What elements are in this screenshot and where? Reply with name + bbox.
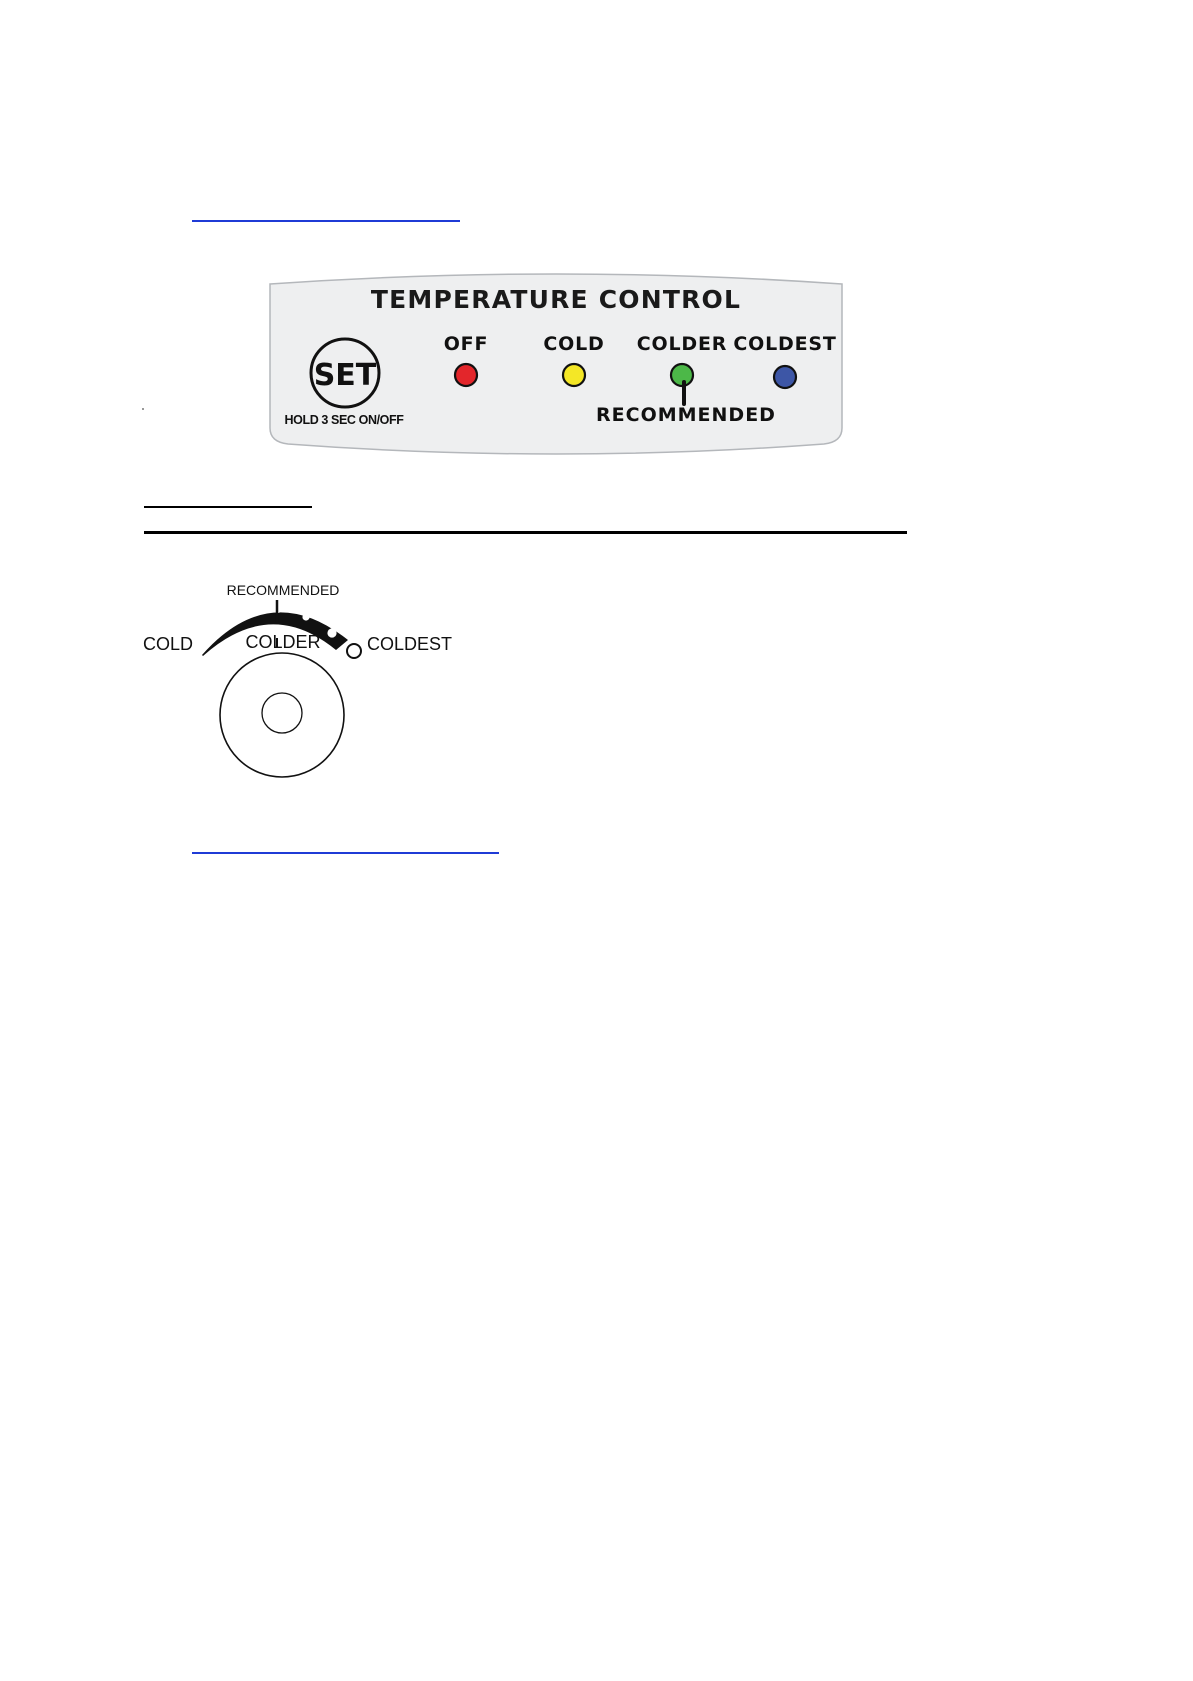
section-divider <box>144 531 907 534</box>
set-button-label: SET <box>313 358 377 393</box>
link-top[interactable] <box>192 220 460 222</box>
recommended-label: RECOMMENDED <box>596 404 776 426</box>
indicator-label: COLDER <box>636 333 728 355</box>
link-bottom[interactable] <box>192 852 499 854</box>
dial-recommended-label: RECOMMENDED <box>226 582 340 598</box>
indicator-label: COLD <box>543 333 605 355</box>
indicator-light <box>455 364 477 386</box>
panel-title: TEMPERATURE CONTROL <box>370 285 742 314</box>
indicator-light <box>774 366 796 388</box>
dial-knob[interactable] <box>220 653 344 777</box>
temperature-control-panel <box>264 270 848 456</box>
temperature-dial-illustration <box>140 578 460 780</box>
dial-cold-label: COLD <box>143 634 194 654</box>
dial-colder-label: COLDER <box>245 632 321 652</box>
indicator-light <box>563 364 585 386</box>
indicator-label: COLDEST <box>733 333 837 355</box>
stray-dot <box>142 408 144 410</box>
indicator-label: OFF <box>443 333 489 355</box>
dial-coldest-label: COLDEST <box>367 634 453 654</box>
set-button[interactable] <box>311 339 379 407</box>
set-hint: HOLD 3 SEC ON/OFF <box>284 413 404 427</box>
section-underline <box>144 506 312 508</box>
